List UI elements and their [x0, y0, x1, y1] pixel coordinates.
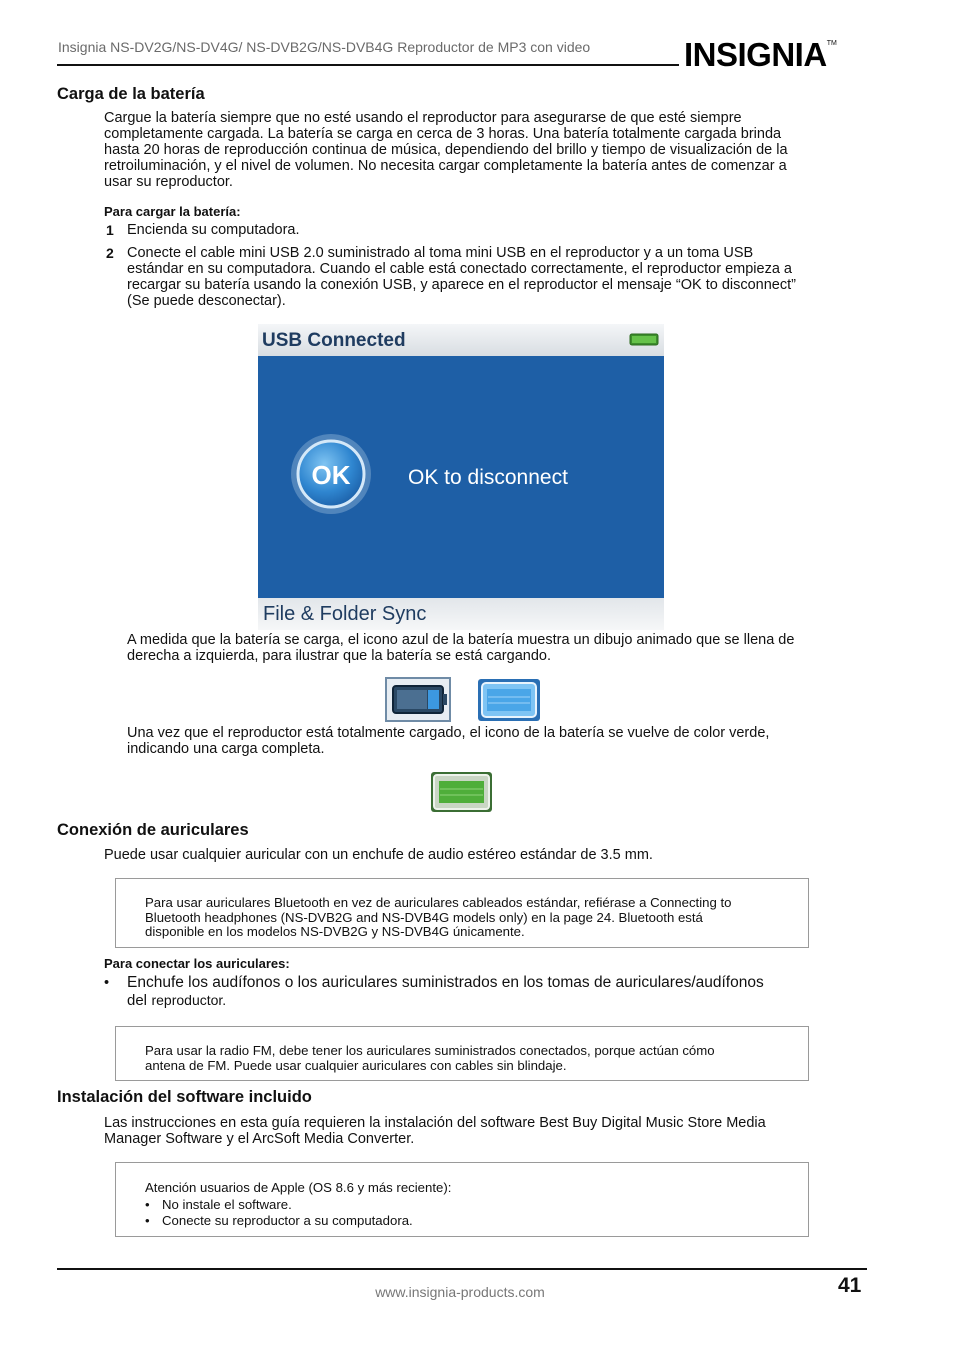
charge-steps-title: Para cargar la batería:: [104, 204, 241, 219]
insignia-logo: [684, 36, 864, 76]
bullet-marker: •: [104, 975, 110, 991]
text-line: hasta 20 horas de reproducción continua de música, dependiendo del brillo y tiempo de visualización de la: [104, 142, 788, 158]
header-rule: [57, 64, 679, 66]
step-1-text: Encienda su computadora.: [127, 222, 300, 238]
text-line: Bluetooth headphones (NS-DVB2G and NS-DVB4G models only) en la page 24. Bluetooth está: [145, 909, 703, 925]
text-line: Para usar la radio FM, debe tener los auriculares suministrados conectados, porque actúan cómo: [145, 1043, 715, 1058]
note-text: [145, 896, 805, 940]
note-text: [145, 1044, 805, 1073]
step-number: 2: [106, 245, 114, 261]
charge-intro-paragraph: [104, 110, 874, 190]
list-item: [145, 1213, 413, 1229]
bullet-item: [127, 974, 877, 1009]
text-line: estándar en su computadora. Cuando el cable está conectado correctamente, el reproductor empieza a: [127, 261, 792, 277]
text-line: Las instrucciones en esta guía requieren la instalación del software Best Buy Digital Music Store Media: [104, 1115, 766, 1131]
page-number: 41: [838, 1274, 862, 1297]
note-box-bluetooth: [115, 878, 809, 948]
text-line: A medida que la batería se carga, el icono azul de la batería muestra un dibujo animado que se llena de: [127, 632, 795, 648]
battery-charging-icon: [385, 677, 451, 722]
headphones-steps-title: Para conectar los auriculares:: [104, 956, 290, 971]
software-intro: [104, 1115, 874, 1147]
list-item-text: No instale el software.: [162, 1197, 292, 1212]
text-fragment: reproductor.: [151, 992, 227, 1008]
battery-green-graphic: [431, 772, 492, 812]
text-line: recargar su batería usando la conexión USB, y aparece en el reproductor el mensaje “OK to disconnect”: [127, 277, 796, 293]
text-line: antena de FM. Puede usar cualquier auriculares con cables sin blindaje.: [145, 1057, 567, 1073]
note-title: Atención usuarios de Apple (OS 8.6 y más reciente):: [145, 1180, 452, 1195]
step-number: 1: [106, 222, 114, 238]
bullet-marker: •: [145, 1213, 150, 1228]
logo-trademark: TM: [826, 40, 837, 47]
text-line: indicando una carga completa.: [127, 741, 325, 757]
logo-wordmark: INSIGNIA: [684, 36, 827, 73]
footer-rule: [57, 1268, 867, 1270]
footer-url: www.insignia-products.com: [375, 1284, 545, 1300]
text-fragment: del: [127, 992, 148, 1009]
battery-blue-graphic: [478, 679, 540, 721]
list-item-text: Conecte su reproductor a su computadora.: [162, 1213, 413, 1228]
list-item: [145, 1197, 292, 1213]
full-charge-paragraph: [127, 725, 877, 757]
text-line: Conecte el cable mini USB 2.0 suministrado al toma mini USB en el reproductor y a un toma USB: [127, 245, 754, 261]
text-line: disponible en los modelos NS-DVB2G y NS-DVB4G únicamente.: [145, 924, 525, 939]
text-line: retroiluminación, y el nivel de volumen. No necesita cargar completamente la batería antes de comenzar a: [104, 158, 787, 174]
text-line: completamente cargada. La batería se carga en cerca de 3 horas. Una batería totalmente cargada brinda: [104, 126, 782, 142]
note-box-fm-radio: [115, 1026, 809, 1081]
battery-blue-full-icon: [478, 679, 540, 721]
text-line: [127, 992, 877, 1009]
text-line: (Se puede desconectar).: [127, 293, 286, 309]
text-line: Para usar auriculares Bluetooth en vez de auriculares cableados estándar, refiérase a Connecting to: [145, 895, 732, 910]
battery-full-icon: [630, 334, 658, 345]
screen-footer: File & Folder Sync: [263, 603, 427, 625]
battery-charging-graphic: [385, 677, 451, 722]
text-line: Manager Software y el ArcSoft Media Converter.: [104, 1131, 415, 1147]
header-title: Insignia NS-DV2G/NS-DV4G/ NS-DVB2G/NS-DVB4G Reproductor de MP3 con video: [58, 39, 591, 55]
battery-green-icon: [431, 772, 492, 812]
note-box-apple: [115, 1162, 809, 1237]
screen-message: OK to disconnect: [408, 466, 568, 489]
text-line: Una vez que el reproductor está totalmente cargado, el icono de la batería se vuelve de color verde,: [127, 725, 770, 741]
text-line: Enchufe los audífonos o los auriculares suministrados en los tomas de auriculares/audífonos: [127, 974, 764, 991]
bullet-marker: •: [145, 1197, 150, 1212]
text-line: Cargue la batería siempre que no esté usando el reproductor para asegurarse de que esté siempre: [104, 110, 742, 126]
section-heading-charge: Carga de la batería: [57, 85, 205, 103]
usb-connected-screen: [258, 324, 664, 630]
text-line: derecha a izquierda, para ilustrar que la batería se está cargando.: [127, 648, 551, 664]
section-heading-headphones: Conexión de auriculares: [57, 821, 249, 839]
charging-animation-paragraph: [127, 632, 877, 664]
text-line: usar su reproductor.: [104, 174, 233, 190]
screen-title: USB Connected: [262, 330, 406, 351]
screen-illustration: [258, 324, 664, 630]
ok-button-label: OK: [311, 460, 351, 490]
step-2-text: [127, 245, 877, 309]
headphones-intro: Puede usar cualquier auricular con un enchufe de audio estéreo estándar de 3.5 mm.: [104, 847, 653, 863]
section-heading-software: Instalación del software incluido: [57, 1088, 312, 1106]
